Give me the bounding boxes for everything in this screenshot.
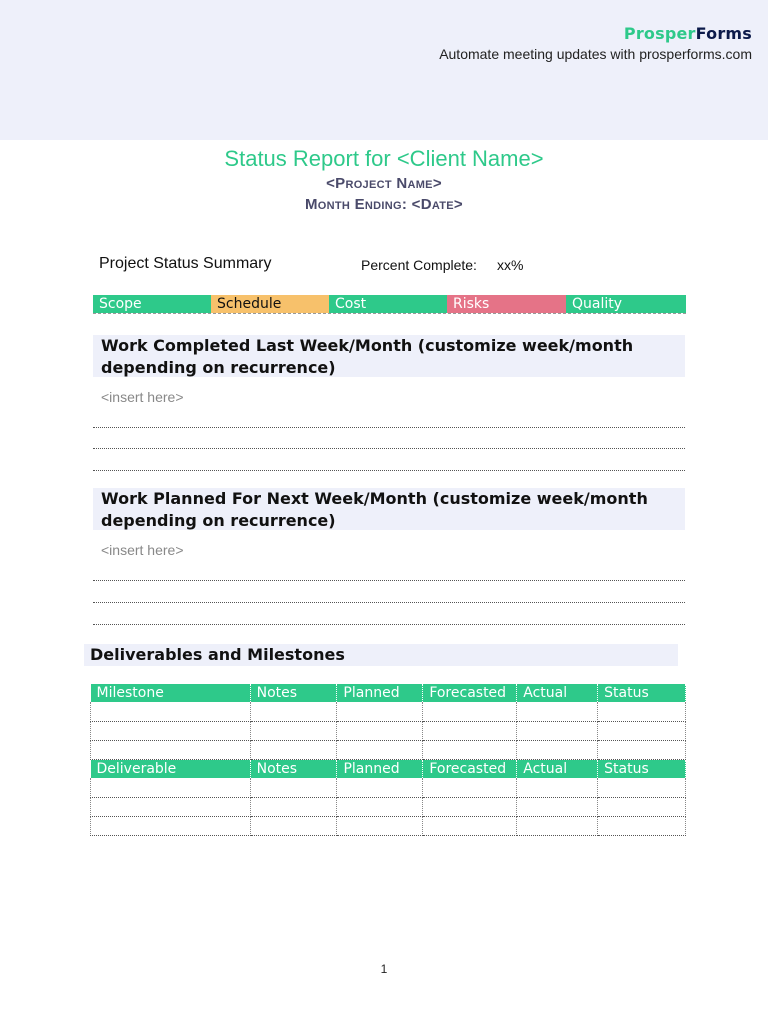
table-cell[interactable] xyxy=(598,721,686,740)
status-risks[interactable]: Risks xyxy=(447,295,566,313)
work-completed-placeholder[interactable]: <insert here> xyxy=(101,389,184,405)
column-header-planned: Planned xyxy=(337,760,423,778)
work-completed-heading: Work Completed Last Week/Month (customize week/month depending on recurrence) xyxy=(93,335,685,377)
tagline: Automate meeting updates with prosperforms.com xyxy=(439,46,752,62)
divider xyxy=(93,624,685,625)
brand-logo-part1: Prosper xyxy=(623,24,696,43)
table-cell[interactable] xyxy=(250,816,337,835)
column-header-status: Status xyxy=(598,684,686,702)
page-title: Status Report for <Client Name> xyxy=(224,146,544,171)
table-cell[interactable] xyxy=(250,721,337,740)
table-cell[interactable] xyxy=(517,721,598,740)
table-cell[interactable] xyxy=(91,721,251,740)
table-cell[interactable] xyxy=(598,740,686,759)
status-bar xyxy=(93,295,686,314)
divider xyxy=(93,470,685,471)
table-cell[interactable] xyxy=(91,797,251,816)
table-cell[interactable] xyxy=(517,778,598,797)
divider xyxy=(93,448,685,449)
milestone-table xyxy=(90,684,686,760)
brand-logo[interactable] xyxy=(624,24,752,43)
status-scope[interactable]: Scope xyxy=(93,295,211,313)
month-ending-subtitle: Month Ending: <Date> xyxy=(305,196,463,213)
table-cell[interactable] xyxy=(517,702,598,721)
table-cell[interactable] xyxy=(91,702,251,721)
column-header-actual: Actual xyxy=(517,684,598,702)
deliverable-table xyxy=(90,760,686,836)
table-row xyxy=(91,816,686,835)
table-cell[interactable] xyxy=(337,721,423,740)
work-planned-heading: Work Planned For Next Week/Month (customize week/month depending on recurrence) xyxy=(93,488,685,530)
column-header-actual: Actual xyxy=(517,760,598,778)
table-cell[interactable] xyxy=(250,702,337,721)
table-cell[interactable] xyxy=(250,778,337,797)
brand-logo-part2: Forms xyxy=(695,24,752,43)
status-schedule[interactable]: Schedule xyxy=(211,295,329,313)
project-status-summary-label: Project Status Summary xyxy=(99,255,272,272)
table-cell[interactable] xyxy=(250,740,337,759)
table-cell[interactable] xyxy=(517,816,598,835)
table-cell[interactable] xyxy=(423,702,517,721)
column-header-planned: Planned xyxy=(337,684,423,702)
project-name-subtitle: <Project Name> xyxy=(326,175,442,192)
deliverables-heading: Deliverables and Milestones xyxy=(84,644,678,666)
column-header-deliverable: Deliverable xyxy=(91,760,251,778)
percent-complete-label: Percent Complete: xyxy=(361,257,477,273)
percent-complete-value[interactable]: xx% xyxy=(497,257,524,273)
table-cell[interactable] xyxy=(250,797,337,816)
status-quality[interactable]: Quality xyxy=(566,295,686,313)
table-cell[interactable] xyxy=(423,816,517,835)
table-cell[interactable] xyxy=(337,797,423,816)
table-cell[interactable] xyxy=(91,740,251,759)
table-cell[interactable] xyxy=(423,740,517,759)
table-cell[interactable] xyxy=(91,816,251,835)
table-row xyxy=(91,740,686,759)
divider xyxy=(93,602,685,603)
table-cell[interactable] xyxy=(598,702,686,721)
column-header-forecasted: Forecasted xyxy=(423,684,517,702)
divider xyxy=(93,427,685,428)
table-cell[interactable] xyxy=(423,721,517,740)
table-cell[interactable] xyxy=(598,816,686,835)
column-header-status: Status xyxy=(598,760,686,778)
column-header-notes: Notes xyxy=(250,760,337,778)
column-header-forecasted: Forecasted xyxy=(423,760,517,778)
table-cell[interactable] xyxy=(337,778,423,797)
table-cell[interactable] xyxy=(598,797,686,816)
table-cell[interactable] xyxy=(91,778,251,797)
column-header-milestone: Milestone xyxy=(91,684,251,702)
status-cost[interactable]: Cost xyxy=(329,295,447,313)
table-row xyxy=(91,702,686,721)
table-cell[interactable] xyxy=(337,816,423,835)
table-cell[interactable] xyxy=(423,778,517,797)
work-planned-placeholder[interactable]: <insert here> xyxy=(101,542,184,558)
page-number: 1 xyxy=(380,962,388,976)
table-row xyxy=(91,721,686,740)
table-cell[interactable] xyxy=(337,740,423,759)
divider xyxy=(93,580,685,581)
table-cell[interactable] xyxy=(337,702,423,721)
column-header-notes: Notes xyxy=(250,684,337,702)
table-row xyxy=(91,797,686,816)
table-cell[interactable] xyxy=(517,740,598,759)
table-row xyxy=(91,778,686,797)
table-cell[interactable] xyxy=(598,778,686,797)
table-cell[interactable] xyxy=(423,797,517,816)
table-cell[interactable] xyxy=(517,797,598,816)
header-band xyxy=(0,0,768,140)
